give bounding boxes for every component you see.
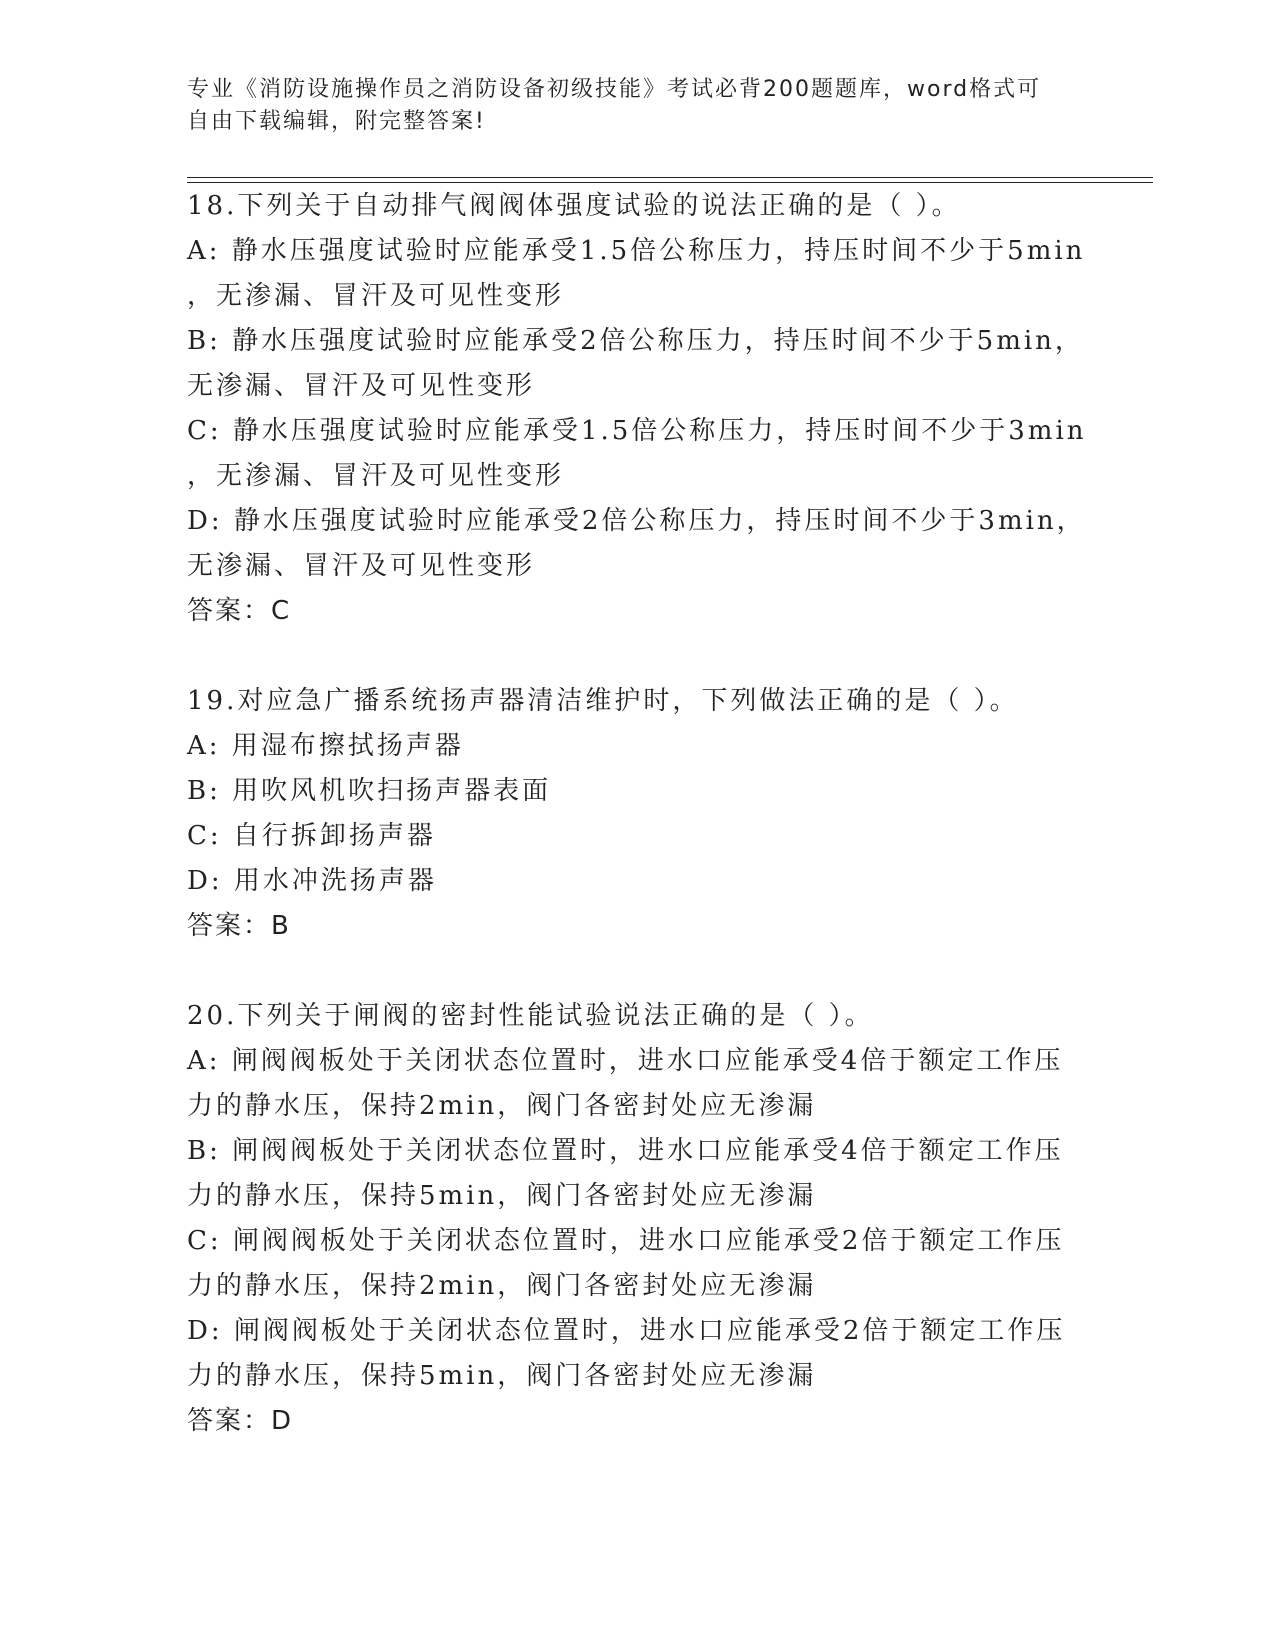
question-19-option-c: C: 自行拆卸扬声器 — [187, 821, 436, 851]
question-18-option-a-line-2: ，无渗漏、冒汗及可见性变形 — [187, 281, 565, 311]
header-divider-bottom — [187, 182, 1153, 183]
question-20-option-a-line-2: 力的静水压，保持2min，阀门各密封处应无渗漏 — [187, 1091, 817, 1121]
question-19-option-b: B: 用吹风机吹扫扬声器表面 — [187, 776, 552, 806]
question-20-answer: 答案：D — [187, 1406, 294, 1436]
document-header-line-1: 专业《消防设施操作员之消防设备初级技能》考试必背200题题库，word格式可 — [187, 77, 1042, 102]
question-20-stem: 20.下列关于闸阀的密封性能试验说法正确的是（ ）。 — [187, 1001, 874, 1031]
question-19-answer: 答案：B — [187, 911, 291, 941]
question-18-option-a-line-1: A: 静水压强度试验时应能承受1.5倍公称压力，持压时间不少于5min — [187, 236, 1086, 266]
question-18-option-c-line-1: C: 静水压强度试验时应能承受1.5倍公称压力，持压时间不少于3min — [187, 416, 1087, 446]
question-20-option-d-line-2: 力的静水压，保持5min，阀门各密封处应无渗漏 — [187, 1361, 817, 1391]
question-20-option-b-line-1: B: 闸阀阀板处于关闭状态位置时，进水口应能承受4倍于额定工作压 — [187, 1136, 1064, 1166]
question-18-option-c-line-2: ，无渗漏、冒汗及可见性变形 — [187, 461, 565, 491]
question-18-option-d-line-2: 无渗漏、冒汗及可见性变形 — [187, 551, 536, 581]
question-18-option-b-line-2: 无渗漏、冒汗及可见性变形 — [187, 371, 536, 401]
question-20-option-c-line-2: 力的静水压，保持2min，阀门各密封处应无渗漏 — [187, 1271, 817, 1301]
question-20-option-d-line-1: D: 闸阀阀板处于关闭状态位置时，进水口应能承受2倍于额定工作压 — [187, 1316, 1066, 1346]
question-19-option-a: A: 用湿布擦拭扬声器 — [187, 731, 464, 761]
question-20-option-a-line-1: A: 闸阀阀板处于关闭状态位置时，进水口应能承受4倍于额定工作压 — [187, 1046, 1064, 1076]
document-header-line-2: 自由下载编辑，附完整答案! — [187, 109, 486, 134]
question-20-option-b-line-2: 力的静水压，保持5min，阀门各密封处应无渗漏 — [187, 1181, 817, 1211]
question-18-answer: 答案：C — [187, 596, 292, 626]
question-18-stem: 18.下列关于自动排气阀阀体强度试验的说法正确的是（ ）。 — [187, 191, 961, 221]
question-18-option-b-line-1: B: 静水压强度试验时应能承受2倍公称压力，持压时间不少于5min， — [187, 326, 1084, 356]
question-18-option-d-line-1: D: 静水压强度试验时应能承受2倍公称压力，持压时间不少于3min， — [187, 506, 1086, 536]
question-19-option-d: D: 用水冲洗扬声器 — [187, 866, 437, 896]
header-divider-top — [187, 177, 1153, 178]
question-19-stem: 19.对应急广播系统扬声器清洁维护时，下列做法正确的是（ ）。 — [187, 686, 1019, 716]
question-20-option-c-line-1: C: 闸阀阀板处于关闭状态位置时，进水口应能承受2倍于额定工作压 — [187, 1226, 1065, 1256]
